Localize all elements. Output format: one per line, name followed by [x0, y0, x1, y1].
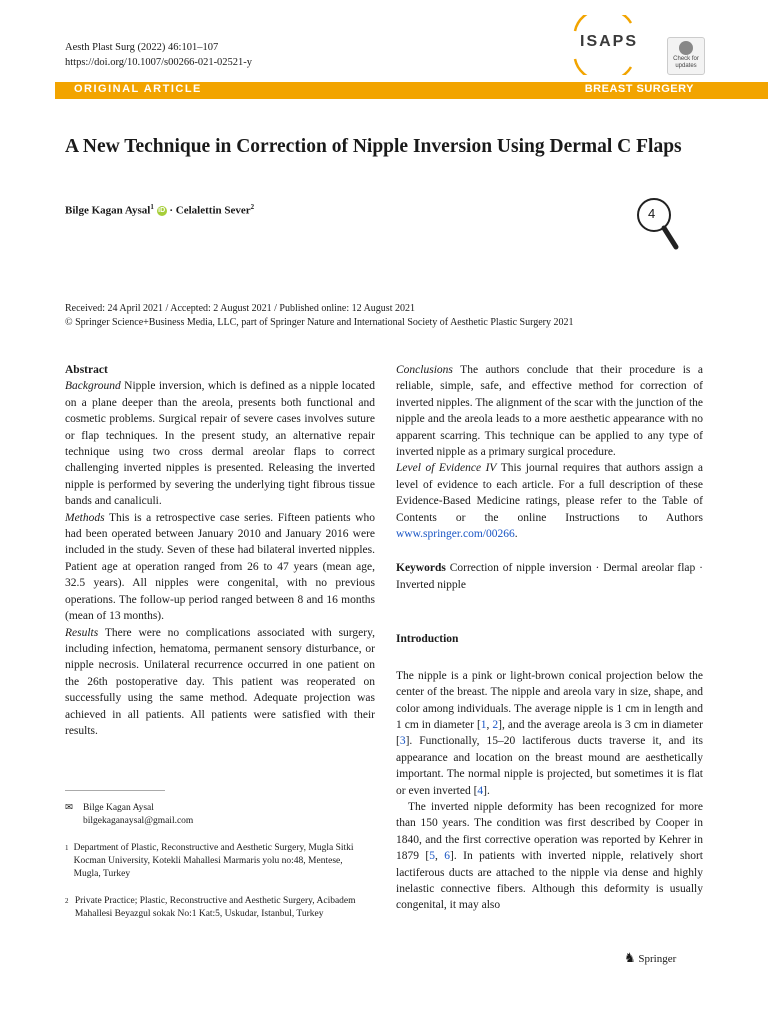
- conclusions-text: The authors conclude that their procedure is a reliable, simple, safe, and effective method for correction of inverted nipples. The alignment of the scar with the junction of the nipple and the areola leads to a more aesthetic appearance with no apparent scarring. This technique can be applied to any type of inverted nipple as a primary surgical procedure.: [396, 364, 704, 459]
- citations-count: 4: [648, 206, 656, 221]
- intro-text: ]. Functionally, 15–20 lactiferous ducts traverse it, and its appearance and location on the breast mound are aesthetically important. The normal nipple is projected, but sometimes it is flat or even inverted [: [396, 735, 703, 797]
- abstract-conclusions: [396, 362, 703, 460]
- affiliation-2: [65, 895, 365, 921]
- intro-text: ], and the average areola is 3 cm in diameter [: [396, 718, 703, 748]
- reference-link[interactable]: 3: [399, 735, 406, 748]
- publisher-name: Springer: [638, 953, 677, 965]
- results-text: There were no complications associated with surgery, including infection, hematoma, permanent sensory disturbance, or nipple necrosis. Unilateral recurrence occurred in one patient on the 26th postoperative day. This patient was reoperated on successfully using the same method. Adequate projection was achieved in all patients. All patients were satisfied with their results.: [65, 626, 375, 737]
- affiliation-1: [65, 842, 365, 881]
- abstract-methods: [65, 510, 375, 625]
- doi-link[interactable]: https://doi.org/10.1007/s00266-021-02521-y: [65, 57, 253, 68]
- corresponding-email[interactable]: bilgekaganaysal@gmail.com: [83, 816, 194, 826]
- orcid-icon[interactable]: iD: [158, 207, 166, 215]
- journal-meta: [65, 40, 252, 70]
- check-updates-button[interactable]: [667, 37, 705, 75]
- author-affiliation-sup: 2: [250, 203, 255, 211]
- reference-link[interactable]: 5: [429, 850, 435, 863]
- loe-end: .: [514, 528, 518, 541]
- keywords-label: Keywords: [396, 562, 446, 575]
- intro-paragraph-1: [396, 668, 703, 799]
- publisher-footer: [624, 950, 676, 966]
- article-section: BREAST SURGERY: [584, 83, 694, 95]
- check-updates-icon: [679, 41, 693, 55]
- intro-text: ]. In patients with inverted nipple, relatively short lactiferous ducts are attached to the nipple via dense and highly inelastic connective fibers. Although this deformity is usually congenital, it may also: [396, 850, 704, 912]
- article-title: A New Technique in Correction of Nipple Inversion Using Dermal C Flaps: [65, 136, 682, 157]
- abstract-background: [65, 378, 375, 509]
- corresponding-author: [65, 802, 365, 828]
- reference-link[interactable]: 2: [492, 718, 499, 731]
- intro-text: ].: [483, 784, 490, 797]
- envelope-icon: ✉: [65, 803, 73, 813]
- author-name[interactable]: Celalettin Sever: [175, 204, 251, 217]
- intro-text: The nipple is a pink or light-brown conical projection below the center of the breast. The nipple and areola vary in size, shape, and color among individuals. The average nipple is 1 cm in length and 1 cm in diameter [: [396, 669, 703, 731]
- background-text: Nipple inversion, which is defined as a nipple located on a plane deeper than the areola, presents both functional and cosmetic problems. Surgical repair of severe cases involves suture or flap techniques. In the present study, an alternative repair technique using two cross dermal areolar flaps to correct challenging inverted nipples is presented. Releasing the inverted nipple is performed by severing the underlying tight fibrous tissue bands and canaliculi.: [65, 380, 375, 508]
- check-updates-label: Check for updates: [673, 56, 699, 69]
- author-affiliation-sup: 1: [150, 203, 154, 211]
- keywords-text: Correction of nipple inversion · Dermal areolar flap · Inverted nipple: [396, 562, 703, 591]
- abstract-results: [65, 625, 375, 740]
- author-separator: ·: [166, 204, 176, 217]
- affiliation-number: 2: [65, 897, 69, 905]
- intro-text: ,: [434, 850, 445, 863]
- methods-label: Methods: [65, 511, 105, 524]
- isaps-logo: ISAPS: [580, 33, 639, 50]
- section-banner: [55, 82, 768, 99]
- intro-text: The inverted nipple deformity has been recognized for more than 150 years. The condition was first described by Cooper in 1840, and the first corrective operation was reported by Kehrer in 1879 [: [396, 800, 703, 863]
- conclusions-label: Conclusions: [396, 364, 453, 376]
- citations-badge[interactable]: [630, 195, 680, 277]
- results-label: Results: [65, 626, 99, 639]
- introduction-heading: Introduction: [396, 633, 459, 646]
- intro-text: ,: [486, 718, 493, 731]
- publication-history: [65, 302, 745, 330]
- abstract-column: [65, 362, 375, 739]
- abstract-level-of-evidence: [396, 460, 703, 542]
- springer-link[interactable]: www.springer.com/00266: [396, 528, 515, 541]
- footnote-divider: [65, 790, 165, 791]
- loe-text: This journal requires that authors assign a level of evidence to each article. For a full description of these Evidence-Based Medicine ratings, please refer to the Table of Contents or the online Instructions to Authors: [396, 462, 703, 524]
- affiliation-text: Private Practice; Plastic, Reconstructive and Aesthetic Surgery, Acibadem Mahallesi Beyazgul sokak No:1 Kat:5, Uskudar, Istanbul, Turkey: [74, 896, 356, 919]
- methods-text: This is a retrospective case series. Fifteen patients who had been operated between January 2010 and January 2016 were included in the study. Seven of these had bilateral inverted nipples. Patient age at operation ranged from 26 to 47 years (mean age, 32.5 years). All nipples were congenital, with no previous operations. The follow-up period ranged between 8 and 16 months (mean of 13 months).: [65, 511, 375, 623]
- corresponding-name: Bilge Kagan Aysal: [83, 803, 154, 813]
- affiliation-number: 1: [65, 844, 69, 852]
- loe-label: Level of Evidence IV: [396, 462, 497, 475]
- received-dates: Received: 24 April 2021 / Accepted: 2 August 2021 / Published online: 12 August 2021: [65, 303, 415, 314]
- intro-paragraph-2: [396, 799, 703, 914]
- keywords: [396, 560, 703, 593]
- abstract-heading: Abstract: [65, 364, 108, 376]
- author-list: [65, 203, 254, 217]
- reference-link[interactable]: 6: [444, 850, 451, 863]
- footnotes: [65, 802, 365, 921]
- right-column: [396, 362, 703, 914]
- reference-link[interactable]: 4: [477, 784, 484, 797]
- affiliation-text: Department of Plastic, Reconstructive and Aesthetic Surgery, Mugla Sitki Kocman University, Kotekli Mahallesi Marmaris yolu no:48, Mentese, Mugla, Turkey: [73, 843, 354, 879]
- journal-citation: Aesth Plast Surg (2022) 46:101–107: [65, 42, 219, 53]
- article-type: ORIGINAL ARTICLE: [74, 83, 202, 95]
- background-label: Background: [65, 380, 121, 393]
- copyright-line: © Springer Science+Business Media, LLC, part of Springer Nature and International Society of Aesthetic Plastic Surgery 2021: [65, 317, 574, 328]
- reference-link[interactable]: 1: [480, 718, 487, 731]
- springer-horse-icon: ♞: [624, 950, 636, 965]
- author-name[interactable]: Bilge Kagan Aysal: [65, 204, 151, 217]
